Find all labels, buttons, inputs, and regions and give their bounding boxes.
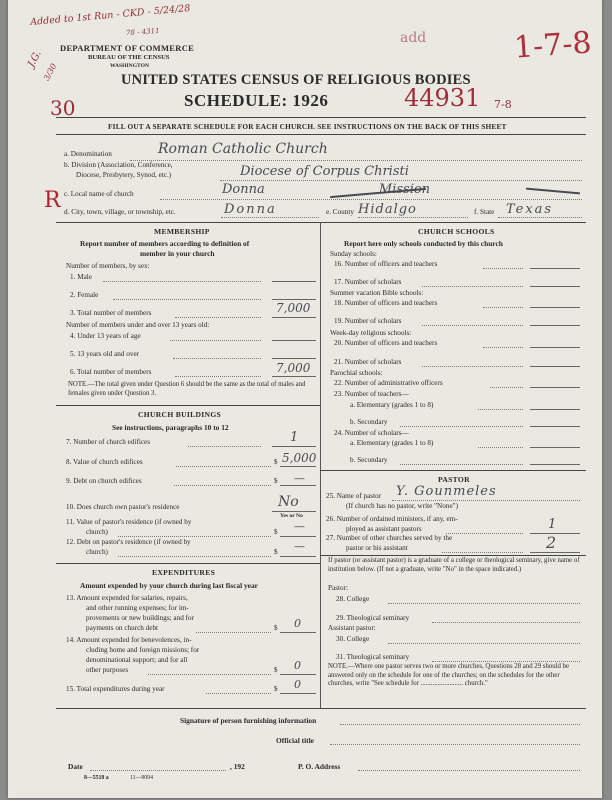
division-label-2: Diocese, Presbytery, Synod, etc.)	[76, 171, 172, 179]
date-label: Date	[68, 762, 83, 771]
q9-debt-value: —	[294, 472, 305, 485]
q9-debt-label: 9. Debt on church edifices	[66, 477, 142, 485]
margin-initials: J.G.	[26, 48, 44, 70]
q10-residence-label: 10. Does church own pastor's residence	[66, 503, 180, 511]
division-value: Diocese of Corpus Christi	[240, 164, 409, 179]
q17-label: 17. Number of scholars	[334, 278, 402, 286]
q15-dollar: $	[274, 685, 278, 693]
q26-label: 26. Number of ordained ministers, if any, em-	[326, 515, 458, 523]
denomination-label: a. Denomination	[64, 150, 112, 158]
bureau-name: BUREAU OF THE CENSUS	[88, 54, 170, 61]
local-name-value: Donna Mission	[222, 182, 431, 197]
q23b-label: b. Secondary	[350, 418, 388, 426]
q31-label: 31. Theological seminary	[336, 653, 410, 661]
denomination-value: Roman Catholic Church	[158, 141, 328, 157]
q22-label: 22. Number of administrative officers	[334, 379, 443, 387]
age-intro: Number of members under and over 13 years old:	[66, 321, 210, 329]
q13-value: 0	[294, 617, 301, 630]
instructions-bar: FILL OUT A SEPARATE SCHEDULE FOR EACH CHURCH. SEE INSTRUCTIONS ON THE BACK OF THIS SHEET	[108, 122, 507, 131]
q23-label: 23. Number of teachers—	[334, 390, 409, 398]
q4-under-label: 4. Under 13 years of age	[70, 332, 141, 340]
corner-code: 1-7-8	[512, 25, 593, 66]
q23a-label: a. Elementary (grades 1 to 8)	[350, 401, 434, 409]
q14-line-1: 14. Amount expended for benevolences, in-	[66, 636, 192, 644]
margin-date: 3/30	[42, 62, 59, 83]
q10-hint: Yes or No	[280, 513, 303, 519]
signature-label: Signature of person furnishing information	[180, 716, 317, 725]
corner-add-mark: add	[400, 30, 427, 46]
q16-label: 16. Number of officers and teachers	[334, 260, 438, 268]
q12-dollar: $	[274, 548, 278, 556]
q25-pastor-name: Y. Gounmeles	[396, 484, 497, 499]
q11-dollar: $	[274, 528, 278, 536]
q14-dollar: $	[274, 666, 278, 674]
schedule-suffix: 7-8	[494, 98, 512, 111]
census-schedule-sheet	[8, 0, 602, 798]
q13-line-1: 13. Amount expended for salaries, repairs,	[66, 594, 188, 602]
q27-label: 27. Number of other churches served by the	[326, 534, 453, 542]
q28-label: 28. College	[336, 595, 370, 603]
q13-line-4: payments on church debt	[86, 624, 159, 632]
assistant-subhead: Assistant pastor:	[328, 624, 376, 632]
department-name: DEPARTMENT OF COMMERCE	[60, 43, 195, 53]
local-name-label: c. Local name of church	[64, 190, 134, 198]
q7-edifices-label: 7. Number of church edifices	[66, 438, 151, 446]
q12-label: 12. Debt on pastor's residence (if owned by	[66, 538, 191, 546]
q24b-label: b. Secondary	[350, 456, 388, 464]
schedule-title: SCHEDULE: 1926	[184, 91, 329, 110]
q9-dollar: $	[274, 477, 278, 485]
po-address-label: P. O. Address	[298, 762, 341, 771]
q13-line-3: provements or new buildings; and for	[86, 614, 194, 622]
print-number: 11—9094	[130, 775, 153, 781]
pastor-heading: PASTOR	[438, 475, 470, 484]
membership-sub-1: Report number of members according to definition of	[80, 239, 250, 248]
q19-label: 19. Number of scholars	[334, 317, 402, 325]
q11-value: —	[294, 520, 305, 533]
added-annotation: Added to 1st Run - CKD - 5/24/28	[29, 3, 191, 28]
division-label: b. Division (Association, Conference,	[64, 161, 173, 169]
schools-sub: Report here only schools conducted by this church	[344, 239, 503, 248]
q6-total-value: 7,000	[276, 361, 311, 375]
parochial-schools: Parochial schools:	[330, 369, 383, 377]
q2-female-label: 2. Female	[70, 291, 99, 299]
q25-hint: (If church has no pastor, write "None")	[346, 502, 458, 510]
pastor-note: NOTE.—Where one pastor serves two or more churches, Questions 28 and 29 should be answered only on the schedule for one of the churches; on the schedules for the other churches, write "See schedule for ......................... church."	[328, 663, 570, 688]
q6-total-label: 6. Total number of members	[70, 368, 152, 376]
q14-line-3: denominational support; and for all	[86, 656, 188, 664]
graduate-note: If pastor (or assistant pastor) is a graduate of a college or theological seminary, give name of institution below. (If not a graduate, write "No" in the space indicated.)	[328, 557, 580, 573]
buildings-heading: CHURCH BUILDINGS	[138, 410, 222, 419]
summer-schools: Summer vacation Bible schools:	[330, 289, 424, 297]
q8-dollar: $	[274, 458, 278, 466]
q1-male-label: 1. Male	[70, 273, 92, 281]
margin-r-mark: R	[44, 188, 61, 213]
q3-total-value: 7,000	[276, 301, 311, 315]
q18-label: 18. Number of officers and teachers	[334, 299, 438, 307]
county-value: Hidalgo	[358, 202, 417, 217]
expenditures-heading: EXPENDITURES	[152, 568, 216, 577]
q26-value: 1	[548, 517, 557, 532]
q8-value-amount: 5,000	[282, 451, 317, 465]
q21-label: 21. Number of scholars	[334, 358, 402, 366]
q30-label: 30. College	[336, 635, 370, 643]
q15-value: 0	[294, 678, 301, 691]
official-title-label: Official title	[276, 736, 314, 745]
q8-value-label: 8. Value of church edifices	[66, 458, 143, 466]
q24a-label: a. Elementary (grades 1 to 8)	[350, 439, 434, 447]
weekday-schools: Week-day religious schools:	[330, 329, 412, 337]
q15-label: 15. Total expenditures during year	[66, 685, 165, 693]
q14-value: 0	[294, 659, 301, 672]
q5-over-label: 5. 13 years old and over	[70, 350, 140, 358]
buildings-sub: See instructions, paragraphs 10 to 12	[112, 423, 229, 432]
state-label: f. State	[474, 208, 495, 216]
schedule-number: 44931	[404, 84, 481, 112]
q29-label: 29. Theological seminary	[336, 614, 410, 622]
sunday-schools: Sunday schools:	[330, 250, 377, 258]
q13-dollar: $	[274, 624, 278, 632]
membership-note: NOTE.—The total given under Question 6 should be the same as the total of males and females given under Question 3.	[68, 381, 306, 397]
city-label: d. City, town, village, or township, etc.	[64, 208, 176, 216]
q24-label: 24. Number of scholars—	[334, 429, 409, 437]
q14-line-2: cluding home and foreign missions; for	[86, 646, 200, 654]
date-year: , 192	[230, 762, 245, 771]
q10-residence-value: No	[278, 494, 299, 510]
city-name: WASHINGTON	[110, 63, 150, 69]
form-number: 8—5518 a	[84, 775, 109, 781]
q25-label: 25. Name of pastor	[326, 492, 382, 500]
members-by-sex: Number of members, by sex:	[66, 262, 150, 270]
q27-value: 2	[546, 533, 557, 552]
margin-number: 30	[50, 96, 76, 120]
pastor-subhead: Pastor:	[328, 584, 348, 592]
q13-line-2: and other running expenses; for im-	[86, 604, 189, 612]
form-title: UNITED STATES CENSUS OF RELIGIOUS BODIES	[121, 72, 471, 88]
q20-label: 20. Number of officers and teachers	[334, 339, 438, 347]
state-value: Texas	[506, 202, 554, 217]
q3-total-label: 3. Total number of members	[70, 309, 152, 317]
membership-heading: MEMBERSHIP	[154, 227, 210, 236]
q12-label-2: church)	[86, 548, 108, 556]
schools-heading: CHURCH SCHOOLS	[418, 227, 495, 236]
city-value: Donna	[224, 202, 277, 217]
added-annotation-sub: 78 - 4311	[125, 26, 160, 38]
county-label: e. County	[326, 208, 354, 216]
q27-label-2: pastor or his assistant	[346, 544, 408, 552]
q12-value: —	[294, 540, 305, 553]
q26-label-2: ployed as assistant pastors	[346, 525, 422, 533]
q11-label: 11. Value of pastor's residence (if owned by	[66, 518, 192, 526]
membership-sub-2: member in your church	[140, 249, 215, 258]
q11-label-2: church)	[86, 528, 108, 536]
q14-line-4: other purposes	[86, 666, 129, 674]
q7-edifices-value: 1	[290, 430, 299, 445]
expenditures-sub: Amount expended by your church during last fiscal year	[80, 581, 258, 590]
